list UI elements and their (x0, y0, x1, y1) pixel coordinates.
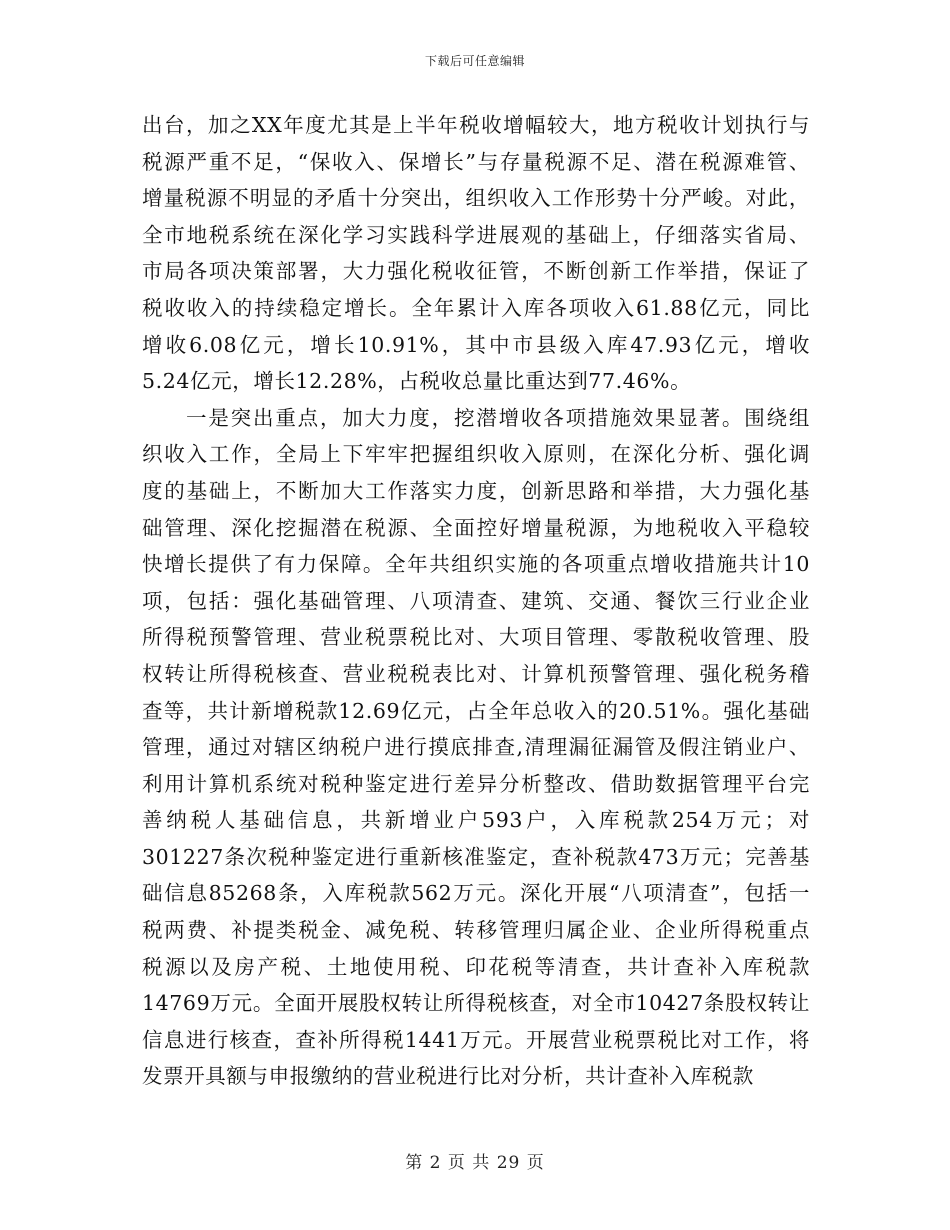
text-line: 权转让所得税核查、营业税税表比对、计算机预警管理、强化税务稽 (142, 661, 810, 686)
text-line: 项，包括：强化基础管理、八项清查、建筑、交通、餐饮三行业企业 (142, 588, 810, 613)
text-line: 发票开具额与申报缴纳的营业税进行比对分析，共计查补入库税款 (142, 1064, 754, 1089)
text-line: 14769万元。全面开展股权转让所得税核查，对全市10427条股权转让 (142, 991, 810, 1016)
text-line: 快增长提供了有力保障。全年共组织实施的各项重点增收措施共计10 (142, 552, 810, 577)
text-line: 市局各项决策部署，大力强化税收征管，不断创新工作举措，保证了 (142, 259, 810, 284)
paragraph-start-line: 一是突出重点，加大力度，挖潜增收各项措施效果显著。围绕组 (186, 405, 810, 430)
text-line: 织收入工作，全局上下牢牢把握组织收入原则，在深化分析、强化调 (142, 442, 810, 467)
text-line: 利用计算机系统对税种鉴定进行差异分析整改、借助数据管理平台完 (142, 771, 810, 796)
page-footer (0, 1148, 950, 1173)
text-line: 础管理、深化挖掘潜在税源、全面控好增量税源，为地税收入平稳较 (142, 515, 810, 540)
text-line: 5.24亿元，增长12.28%，占税收总量比重达到77.46%。 (142, 369, 692, 394)
text-line: 税两费、补提类税金、减免税、转移管理归属企业、企业所得税重点 (142, 918, 810, 943)
text-line: 增收6.08亿元，增长10.91%，其中市县级入库47.93亿元，增收 (142, 332, 810, 357)
text-line: 管理，通过对辖区纳税户进行摸底排查,清理漏征漏管及假注销业户、 (142, 735, 810, 760)
text-line: 税源以及房产税、土地使用税、印花税等清查，共计查补入库税款 (142, 954, 810, 979)
page-header (0, 52, 950, 69)
text-line: 础信息85268条，入库税款562万元。深化开展“八项清查”，包括一 (142, 881, 810, 906)
header-note: 下载后可任意编辑 (424, 54, 525, 68)
text-line: 税收收入的持续稳定增长。全年累计入库各项收入61.88亿元，同比 (142, 295, 810, 320)
text-line: 税源严重不足，“保收入、保增长”与存量税源不足、潜在税源难管、 (142, 149, 810, 174)
document-body (142, 107, 810, 1095)
text-line: 全市地税系统在深化学习实践科学进展观的基础上，仔细落实省局、 (142, 222, 810, 247)
text-line: 善纳税人基础信息，共新增业户593户，入库税款254万元；对 (142, 808, 810, 833)
text-line: 查等，共计新增税款12.69亿元，占全年总收入的20.51%。强化基础 (142, 698, 810, 723)
text-line: 所得税预警管理、营业税票税比对、大项目管理、零散税收管理、股 (142, 625, 810, 650)
text-line: 增量税源不明显的矛盾十分突出，组织收入工作形势十分严峻。对此， (142, 186, 810, 211)
page-number: 第 2 页 共 29 页 (405, 1153, 545, 1173)
text-line: 出台，加之XX年度尤其是上半年税收增幅较大，地方税收计划执行与 (142, 113, 810, 137)
text-line: 度的基础上，不断加大工作落实力度，创新思路和举措，大力强化基 (142, 478, 810, 503)
text-line: 301227条次税种鉴定进行重新核准鉴定，查补税款473万元；完善基 (142, 844, 810, 869)
text-line: 信息进行核查，查补所得税1441万元。开展营业税票税比对工作，将 (142, 1027, 810, 1052)
